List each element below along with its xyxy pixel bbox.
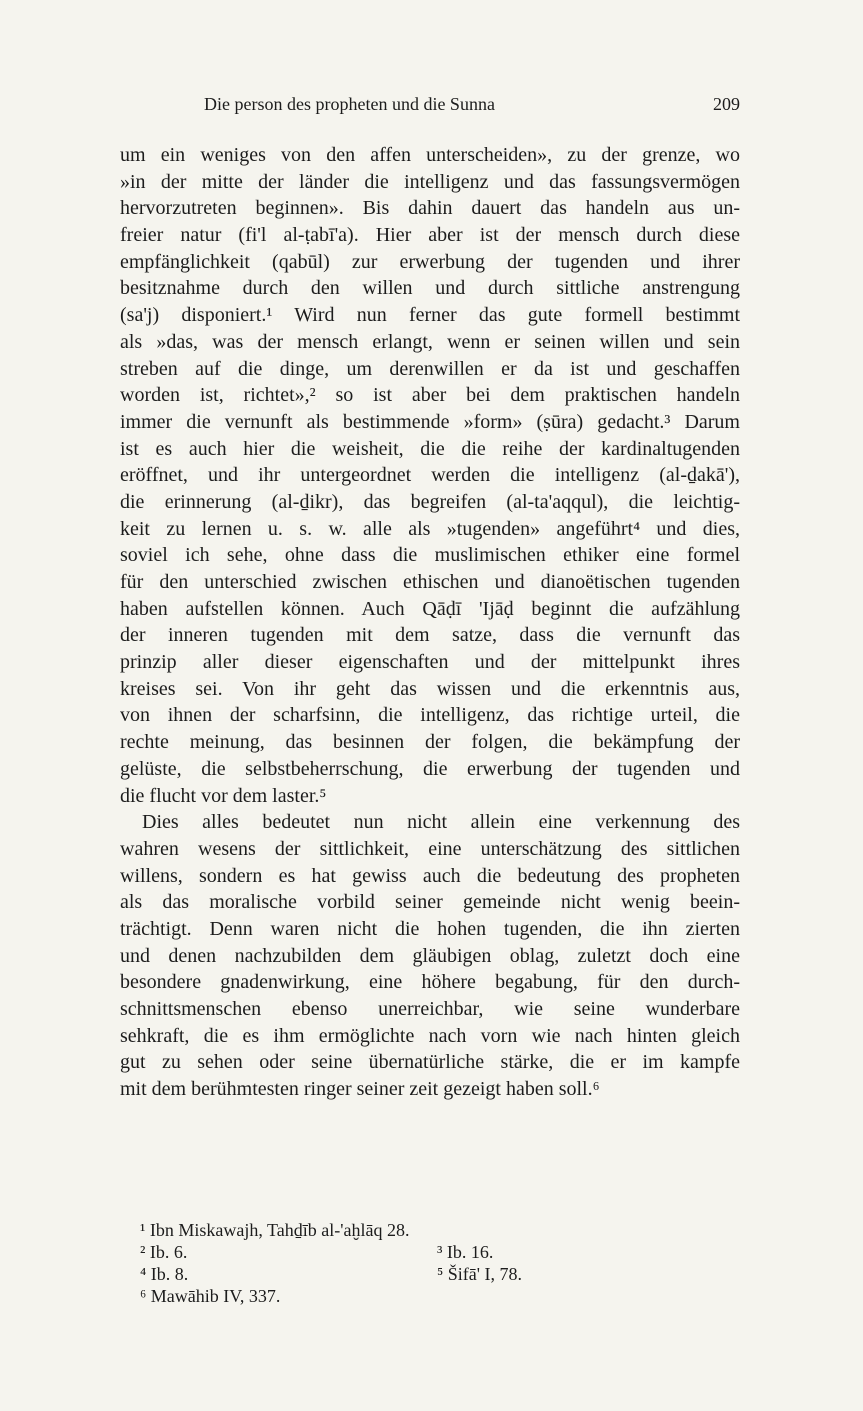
paragraph-2	[120, 809, 740, 1103]
text-line: als das moralische vorbild seiner gemeinde nicht wenig beein-	[120, 891, 740, 914]
footnote-2: ² Ib. 6.	[140, 1242, 188, 1262]
text-line: haben aufstellen können. Auch Qāḍī 'Ijāḍ beginnt die aufzählung	[120, 597, 740, 620]
text-line: worden ist, richtet»,² so ist aber bei dem praktischen handeln	[120, 384, 740, 407]
footnote-4: ⁴ Ib. 8.	[140, 1264, 189, 1284]
text-line: keit zu lernen u. s. w. alle als »tugenden» angeführt⁴ und dies,	[120, 517, 740, 540]
text-line: (sa'j) disponiert.¹ Wird nun ferner das gute formell bestimmt	[120, 304, 740, 327]
text-line: streben auf die dinge, um derenwillen er da ist und geschaffen	[120, 357, 740, 380]
page-number: 209	[713, 94, 740, 114]
text-line: Dies alles bedeutet nun nicht allein eine verkennung des	[142, 811, 740, 834]
text-line: und denen nachzubilden dem gläubigen oblag, zuletzt doch eine	[120, 944, 740, 967]
text-line: gut zu sehen oder seine übernatürliche stärke, die er im kampfe	[120, 1051, 740, 1074]
text-line: wahren wesens der sittlichkeit, eine unterschätzung des sittlichen	[120, 837, 740, 860]
text-line: gelüste, die selbstbeherrschung, die erwerbung der tugenden und	[120, 757, 740, 780]
text-line: ist es auch hier die weisheit, die die reihe der kardinaltugenden	[120, 437, 740, 460]
footnotes	[140, 1219, 700, 1307]
footnote-5: ⁵ Šifā' I, 78.	[437, 1264, 523, 1284]
text-line: hervorzutreten beginnen». Bis dahin dauert das handeln aus un-	[120, 197, 740, 220]
text-line: empfänglichkeit (qabūl) zur erwerbung der tugenden und ihrer	[120, 250, 740, 273]
footnote-1: ¹ Ibn Miskawajh, Tahḏīb al-'aḫlāq 28.	[140, 1220, 410, 1240]
text-line: willens, sondern es hat gewiss auch die bedeutung des propheten	[120, 864, 740, 887]
text-line: besitznahme durch den willen und durch sittliche anstrengung	[120, 277, 740, 300]
paragraph-1	[120, 142, 740, 809]
text-line: soviel ich sehe, ohne dass die muslimischen ethiker eine formel	[120, 544, 740, 567]
text-line: von ihnen der scharfsinn, die intelligenz, das richtige urteil, die	[120, 704, 740, 727]
main-text	[120, 142, 740, 1103]
text-line: die flucht vor dem laster.⁵	[120, 784, 327, 807]
footnote-row	[140, 1219, 700, 1241]
footnote-6: ⁶ Mawāhib IV, 337.	[140, 1286, 281, 1306]
text-line: prinzip aller dieser eigenschaften und der mittelpunkt ihres	[120, 651, 740, 674]
footnote-row	[140, 1263, 700, 1285]
text-line: mit dem berühmtesten ringer seiner zeit gezeigt haben soll.⁶	[120, 1078, 600, 1101]
text-line: die erinnerung (al-ḏikr), das begreifen (al-ta'aqqul), die leichtig-	[120, 490, 740, 513]
text-line: besondere gnadenwirkung, eine höhere begabung, für den durch-	[120, 971, 740, 994]
page-header	[120, 94, 740, 120]
text-line: eröffnet, und ihr untergeordnet werden die intelligenz (al-ḏakā'),	[120, 464, 740, 487]
text-line: für den unterschied zwischen ethischen und dianoëtischen tugenden	[120, 571, 740, 593]
text-line: als »das, was der mensch erlangt, wenn er seinen willen und sein	[120, 330, 740, 353]
text-line: trächtigt. Denn waren nicht die hohen tugenden, die ihn zierten	[120, 917, 740, 940]
text-line: um ein weniges von den affen unterscheiden», zu der grenze, wo	[120, 144, 740, 166]
text-line: freier natur (fi'l al-ṭabī'a). Hier aber ist der mensch durch diese	[120, 224, 740, 247]
text-line: schnittsmenschen ebenso unerreichbar, wie seine wunderbare	[120, 998, 740, 1020]
text-line: der inneren tugenden mit dem satze, dass die vernunft das	[120, 624, 740, 647]
text-line: kreises sei. Von ihr geht das wissen und die erkenntnis aus,	[120, 677, 740, 700]
text-line: immer die vernunft als bestimmende »form» (ṣūra) gedacht.³ Darum	[120, 410, 740, 433]
text-line: »in der mitte der länder die intelligenz und das fassungsvermögen	[120, 170, 740, 193]
text-line: rechte meinung, das besinnen der folgen, die bekämpfung der	[120, 731, 740, 754]
running-title: Die person des propheten und die Sunna	[204, 94, 495, 114]
footnote-row	[140, 1241, 700, 1263]
text-line: sehkraft, die es ihm ermöglichte nach vorn wie nach hinten gleich	[120, 1024, 740, 1047]
footnote-3: ³ Ib. 16.	[437, 1242, 494, 1262]
footnote-row	[140, 1285, 700, 1307]
